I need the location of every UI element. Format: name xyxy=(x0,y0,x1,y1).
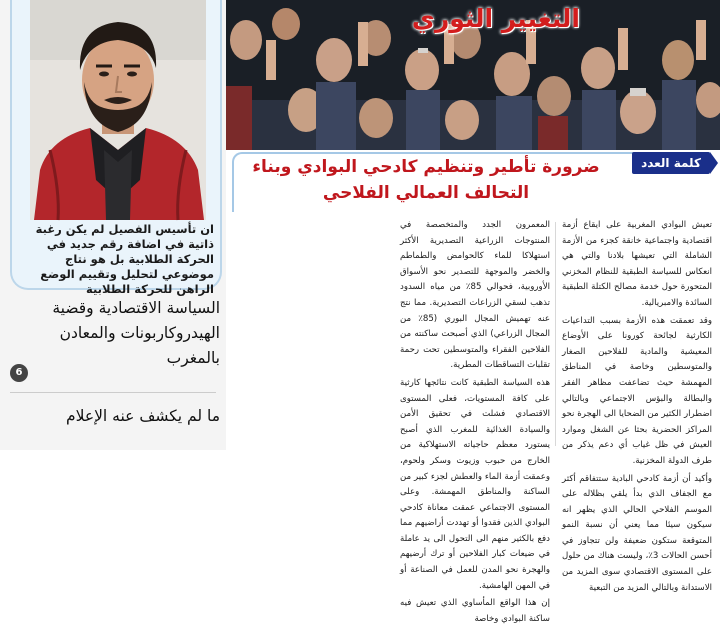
paragraph: إن هذا الواقع المأساوي الذي تعيش فيه ساكنة البوادي وخاصة xyxy=(400,598,550,624)
paragraph: المعمرون الجدد والمتخصصة في المنتوجات الزراعية التصديرية الأكثر استهلاكا للماء كالحوامض والطماطم والخضر والموجهة للتصدير نحو الأسواق الأوروبية، فحوالي 85٪ من مياه السدود تذهب لسقي الزراعات التصديرية. مما نتج عنه تهميش المجال البوري (85٪ من المجال الزراعي) الذي أصبحت ساكنته من الفلاحين الفقراء والمتوسطين تحت رحمة تقلبات التساقطات المطرية. xyxy=(400,220,550,371)
article-media-title[interactable]: ما لم يكشف عنه الإعلام xyxy=(66,407,220,425)
divider xyxy=(10,392,216,393)
portrait-card xyxy=(10,0,222,296)
paragraph: وأكيد أن أزمة كادحي البادية ستتفاقم أكثر مع الجفاف الذي بدأ يلقي بظلاله على الموسم الفلاحي الحالي الذي يظهر انه سيكون سيئا مما يعني أن نسبة النمو المتوقعة ستكون ضعيفة ولن تتجاوز في أحسن الحالات 3٪، وليست هناك من حلول على المستوى الاقتصادي سوى المزيد من الاستدانة وبالتالي المزيد من التبعية xyxy=(562,473,712,593)
portrait-caption: ان تأسيس الفصيل لم يكن رغبة ذاتية في اضافة رقم جديد في الحركة الطلابية بل هو نتاج موضوعي لتحليل وتقييم الوضع الراهن للحركة الطلابية xyxy=(35,222,214,296)
header-title: التغيير الثوري xyxy=(411,4,580,33)
paragraph: وقد تعمقت هذه الأزمة بسبب التداعيات الكارثية لجائحة كورونا على الأوضاع المعيشية والمادية للفلاحين الصغار والمتوسطين وخاصة في المناطق المهمشة حيث تضاعفت مظاهر الفقر والبطالة والبؤس الاجتماعي وبالتالي اضطرار الكثير من الضحايا الى الهجرة نحو المراكز الحضرية بحثا عن الشغل وموارد العيش في ظل غياب أي دعم يذكر من طرف الدولة المخزنية. xyxy=(562,315,712,466)
article-column-2 xyxy=(400,218,550,624)
article-column-1 xyxy=(562,218,712,593)
page-number-badge: 6 xyxy=(10,364,28,382)
portrait-photo xyxy=(30,0,206,220)
section-tag: كلمة العدد xyxy=(632,152,710,174)
paragraph: تعيش البوادي المغربية على ايقاع أزمة اقتصادية واجتماعية خانقة كجزء من الأزمة الشاملة التي تعيشها بلادنا والتي هي انعكاس للسياسة الطبقية للنظام المخزني المتحورة حول خدمة مصالح الكتلة الطبقية السائدة والامبريالية. xyxy=(562,220,712,308)
column-divider xyxy=(555,222,556,446)
header-photo xyxy=(226,0,720,150)
left-sidebar xyxy=(0,0,226,450)
article-body xyxy=(234,218,712,624)
main-article-title[interactable]: ضرورة تأطير وتنظيم كادحي البوادي وبناء التحالف العمالي الفلاحي xyxy=(252,157,600,203)
main-article xyxy=(226,150,720,624)
article-economy-title[interactable]: السياسة الاقتصادية وقضية الهيدروكاربونات والمعادن بالمغرب xyxy=(52,299,220,367)
paragraph: هذه السياسة الطبقية كانت نتائجها كارثية على كافة المستويات، فعلى المستوى الاقتصادي فشلت في تحقيق الأمن والسيادة الغذائية للمغرب الذي أصبح يستورد معظم حاجياته الاستهلاكية من الخارج من حبوب وزيوت وسكر ولحوم، وعمقت أزمة الماء والعطش لجزء كبير من الساكنة والمناطق المهمشة. وعلى المستوى الاجتماعي عمقت معاناة كادحي البوادي الذين فقدوا أو تهددت أراضيهم مما دفع بالكثير منهم الى التحول الى يد عاملة في ضيعات كبار الفلاحين أو ترك أرضيهم والهجرة نحو المدن للعمل في الصناعة أو في المهن الهامشية. xyxy=(400,377,550,591)
